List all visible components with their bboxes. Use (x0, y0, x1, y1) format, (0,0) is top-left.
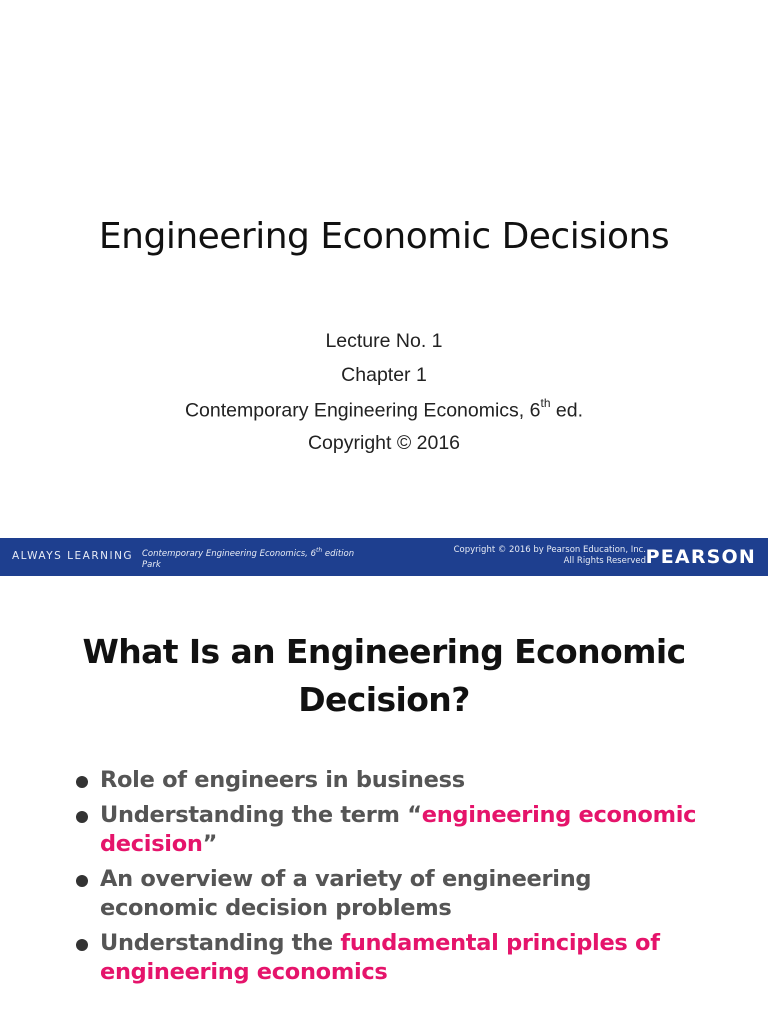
pearson-logo: PEARSON (645, 546, 756, 568)
book-edition-suffix: ed. (550, 399, 584, 422)
bullet-item (76, 929, 716, 987)
chapter-number: Chapter 1 (341, 364, 427, 386)
slide-title: Engineering Economic Decisions (98, 216, 670, 257)
footer-author: Park (142, 559, 161, 570)
always-learning-label: ALWAYS LEARNING (12, 550, 134, 562)
footer-copyright-line1: Copyright © 2016 by Pearson Education, Inc. (453, 545, 646, 555)
footer-book-title-text: Contemporary Engineering Economics, 6 (142, 548, 316, 559)
footer-copyright (454, 545, 646, 567)
copyright-line: Copyright © 2016 (307, 432, 461, 454)
footer-bar (0, 538, 768, 576)
bullet-item (76, 865, 716, 923)
bullet-dot-icon (76, 939, 88, 951)
book-edition-superscript: th (540, 396, 551, 410)
bullet-text: Role of engineers in business (100, 767, 465, 793)
footer-copyright-line2: All Rights Reserved (563, 556, 646, 566)
bullet-text-prefix: Understanding the (100, 930, 341, 956)
footer-book-title (142, 545, 354, 560)
bullet-dot-icon (76, 811, 88, 823)
bullet-list (76, 766, 716, 993)
highlighted-term: fundamental principles of engineering economics (100, 930, 660, 985)
book-title-text: Contemporary Engineering Economics, 6 (184, 399, 541, 422)
lecture-number: Lecture No. 1 (325, 330, 443, 352)
bullet-item (76, 766, 716, 795)
highlighted-term: engineering economic decision (100, 802, 697, 857)
book-title-line (0, 398, 768, 423)
footer-book-info (142, 545, 354, 571)
bullet-dot-icon (76, 776, 88, 788)
footer-book-superscript: th (315, 547, 323, 554)
bullet-dot-icon (76, 875, 88, 887)
content-title-line1: What Is an Engineering Economic (82, 632, 686, 671)
content-slide (0, 576, 768, 1024)
content-slide-title (40, 628, 728, 724)
footer-book-edition: edition (322, 548, 355, 559)
content-title-line2: Decision? (298, 680, 470, 719)
bullet-text-prefix: Understanding the term “ (100, 802, 422, 828)
bullet-text: An overview of a variety of engineering economic decision problems (100, 866, 592, 921)
bullet-item (76, 801, 716, 859)
bullet-text-suffix: ” (202, 831, 218, 857)
